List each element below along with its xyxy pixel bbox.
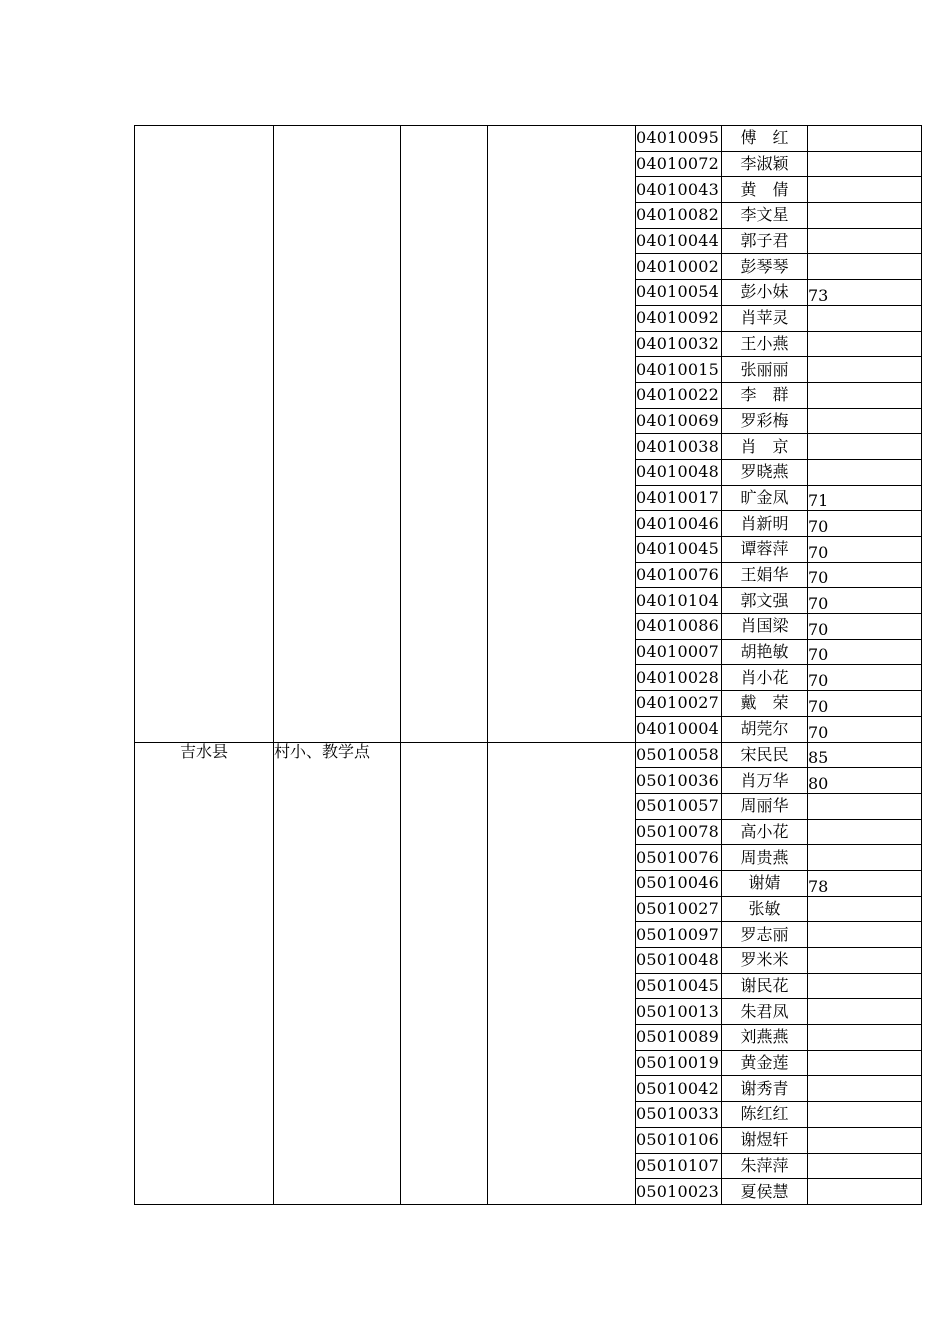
student-name-cell: 周贵燕 [722,845,808,871]
county-cell [135,126,274,743]
student-name-cell: 肖新明 [722,511,808,537]
student-id-cell: 04010076 [636,562,722,588]
empty-cell [401,742,488,1204]
student-id-cell: 04010092 [636,305,722,331]
student-id-cell: 04010002 [636,254,722,280]
score-cell [808,357,922,383]
score-cell [808,819,922,845]
score-cell [808,922,922,948]
student-id-cell: 04010048 [636,459,722,485]
score-cell: 70 [808,716,922,742]
student-id-cell: 04010069 [636,408,722,434]
student-name-cell: 陈红红 [722,1102,808,1128]
student-id-cell: 05010023 [636,1179,722,1205]
student-name-cell: 罗米米 [722,948,808,974]
student-id-cell: 05010106 [636,1127,722,1153]
empty-cell [488,126,636,743]
student-id-cell: 04010022 [636,382,722,408]
student-name-cell: 谢煜轩 [722,1127,808,1153]
student-id-cell: 04010038 [636,434,722,460]
student-name-cell: 王小燕 [722,331,808,357]
student-id-cell: 05010058 [636,742,722,768]
student-name-cell: 朱君凤 [722,999,808,1025]
student-id-cell: 05010019 [636,1050,722,1076]
student-id-cell: 04010045 [636,537,722,563]
student-id-cell: 05010046 [636,870,722,896]
student-name-cell: 夏侯慧 [722,1179,808,1205]
student-name-cell: 旷金凤 [722,485,808,511]
student-name-cell: 肖苹灵 [722,305,808,331]
student-id-cell: 05010042 [636,1076,722,1102]
student-id-cell: 05010048 [636,948,722,974]
score-cell [808,1025,922,1051]
score-cell [808,434,922,460]
student-name-cell: 李淑颖 [722,151,808,177]
student-name-cell: 戴 荣 [722,691,808,717]
student-id-cell: 04010017 [636,485,722,511]
table-row [135,126,922,152]
score-cell [808,126,922,152]
student-id-cell: 04010054 [636,280,722,306]
student-name-cell: 彭琴琴 [722,254,808,280]
score-cell [808,408,922,434]
score-cell [808,896,922,922]
score-cell [808,228,922,254]
score-cell [808,305,922,331]
score-cell [808,1102,922,1128]
score-cell: 70 [808,665,922,691]
student-id-cell: 05010078 [636,819,722,845]
student-id-cell: 04010044 [636,228,722,254]
student-name-cell: 郭子君 [722,228,808,254]
score-cell: 70 [808,639,922,665]
score-cell: 73 [808,280,922,306]
student-name-cell: 罗晓燕 [722,459,808,485]
score-cell [808,1050,922,1076]
student-name-cell: 罗彩梅 [722,408,808,434]
score-cell [808,1127,922,1153]
student-name-cell: 谭蓉萍 [722,537,808,563]
student-id-cell: 04010072 [636,151,722,177]
student-id-cell: 04010086 [636,614,722,640]
student-id-cell: 05010045 [636,973,722,999]
score-cell: 70 [808,537,922,563]
score-cell [808,1179,922,1205]
student-id-cell: 04010032 [636,331,722,357]
score-cell: 70 [808,588,922,614]
student-name-cell: 张丽丽 [722,357,808,383]
score-cell: 85 [808,742,922,768]
score-cell: 70 [808,562,922,588]
student-name-cell: 宋民民 [722,742,808,768]
score-table [134,125,922,1205]
student-name-cell: 郭文强 [722,588,808,614]
empty-cell [401,126,488,743]
student-name-cell: 谢婧 [722,870,808,896]
student-id-cell: 05010089 [636,1025,722,1051]
student-id-cell: 04010095 [636,126,722,152]
score-cell [808,973,922,999]
student-id-cell: 05010013 [636,999,722,1025]
score-cell [808,1153,922,1179]
student-id-cell: 05010036 [636,768,722,794]
student-name-cell: 谢秀青 [722,1076,808,1102]
student-id-cell: 04010015 [636,357,722,383]
score-cell: 70 [808,614,922,640]
student-name-cell: 张敏 [722,896,808,922]
student-name-cell: 彭小妹 [722,280,808,306]
student-id-cell: 04010082 [636,203,722,229]
student-name-cell: 肖小花 [722,665,808,691]
student-id-cell: 05010107 [636,1153,722,1179]
student-id-cell: 04010027 [636,691,722,717]
student-name-cell: 傅 红 [722,126,808,152]
student-id-cell: 04010028 [636,665,722,691]
score-cell [808,151,922,177]
student-name-cell: 李 群 [722,382,808,408]
student-name-cell: 胡艳敏 [722,639,808,665]
student-id-cell: 05010057 [636,793,722,819]
score-cell [808,331,922,357]
score-cell [808,382,922,408]
school-type-cell [274,126,401,743]
score-cell [808,793,922,819]
score-cell: 70 [808,511,922,537]
student-name-cell: 肖国梁 [722,614,808,640]
score-cell [808,203,922,229]
student-id-cell: 04010046 [636,511,722,537]
score-cell: 78 [808,870,922,896]
student-name-cell: 肖 京 [722,434,808,460]
score-cell [808,948,922,974]
score-cell [808,845,922,871]
student-name-cell: 胡莞尔 [722,716,808,742]
student-name-cell: 周丽华 [722,793,808,819]
student-name-cell: 高小花 [722,819,808,845]
score-cell [808,254,922,280]
student-name-cell: 黄 倩 [722,177,808,203]
student-name-cell: 谢民花 [722,973,808,999]
student-name-cell: 李文星 [722,203,808,229]
score-cell: 70 [808,691,922,717]
student-id-cell: 05010076 [636,845,722,871]
score-cell: 71 [808,485,922,511]
table-body [135,126,922,1205]
student-name-cell: 罗志丽 [722,922,808,948]
school-type-cell: 村小、教学点 [274,742,401,1204]
student-id-cell: 04010104 [636,588,722,614]
student-name-cell: 朱萍萍 [722,1153,808,1179]
score-cell [808,459,922,485]
score-cell [808,999,922,1025]
student-id-cell: 04010004 [636,716,722,742]
student-id-cell: 04010043 [636,177,722,203]
county-cell: 吉水县 [135,742,274,1204]
student-name-cell: 王娟华 [722,562,808,588]
table-row [135,742,922,768]
student-id-cell: 05010097 [636,922,722,948]
student-id-cell: 05010027 [636,896,722,922]
score-cell [808,177,922,203]
student-name-cell: 刘燕燕 [722,1025,808,1051]
student-name-cell: 黄金莲 [722,1050,808,1076]
student-name-cell: 肖万华 [722,768,808,794]
empty-cell [488,742,636,1204]
score-cell [808,1076,922,1102]
score-cell: 80 [808,768,922,794]
student-id-cell: 04010007 [636,639,722,665]
student-id-cell: 05010033 [636,1102,722,1128]
